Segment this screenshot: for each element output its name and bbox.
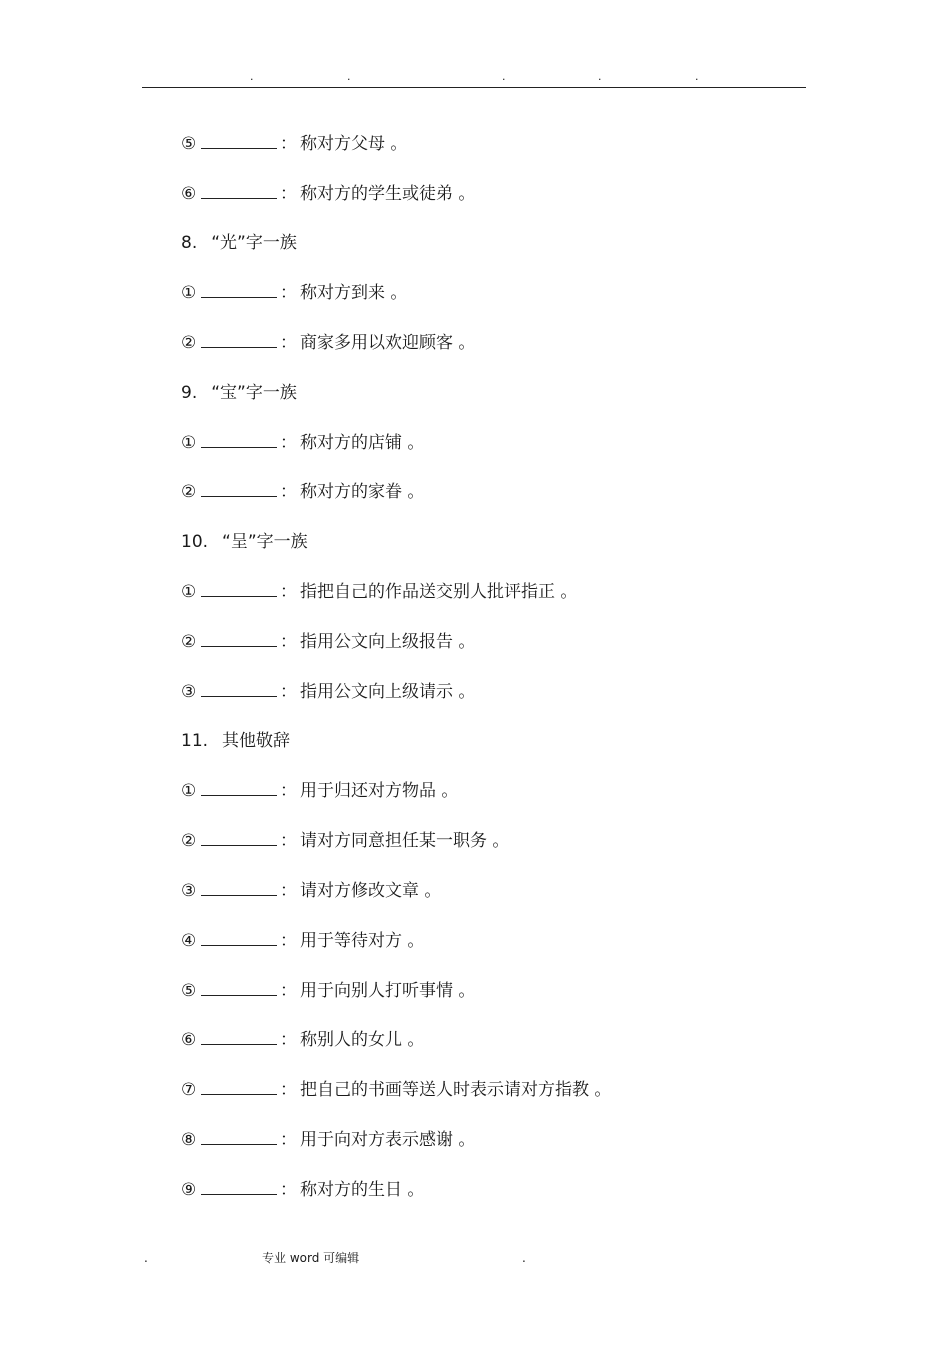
answer-blank[interactable] xyxy=(201,134,277,149)
fill-in-item xyxy=(181,980,475,1002)
item-colon: ： xyxy=(280,831,297,851)
fill-in-item xyxy=(181,681,475,703)
answer-blank[interactable] xyxy=(201,1030,277,1045)
answer-blank[interactable] xyxy=(201,781,277,796)
item-marker: ① xyxy=(181,283,197,303)
section-heading xyxy=(181,232,297,254)
item-colon: ： xyxy=(280,134,297,154)
header-dot: . xyxy=(502,70,506,83)
item-marker: ② xyxy=(181,333,197,353)
item-colon: ： xyxy=(280,881,297,901)
item-marker: ② xyxy=(181,482,197,502)
answer-blank[interactable] xyxy=(201,582,277,597)
item-definition: 把自己的书画等送人时表示请对方指教 。 xyxy=(300,1080,612,1100)
answer-blank[interactable] xyxy=(201,1180,277,1195)
item-definition: 请对方同意担任某一职务 。 xyxy=(300,831,510,851)
item-marker: ⑤ xyxy=(181,981,197,1001)
item-marker: ① xyxy=(181,582,197,602)
item-definition: 请对方修改文章 。 xyxy=(300,881,442,901)
item-colon: ： xyxy=(280,184,297,204)
section-heading xyxy=(181,730,290,752)
item-marker: ⑥ xyxy=(181,184,197,204)
item-colon: ： xyxy=(280,433,297,453)
item-marker: ⑧ xyxy=(181,1130,197,1150)
section-heading xyxy=(181,382,297,404)
answer-blank[interactable] xyxy=(201,482,277,497)
fill-in-item xyxy=(181,581,577,603)
section-number: 8. xyxy=(181,233,198,253)
footer-dot: . xyxy=(522,1251,526,1265)
fill-in-item xyxy=(181,332,475,354)
header-dot: . xyxy=(598,70,602,83)
item-definition: 指把自己的作品送交别人批评指正 。 xyxy=(300,582,578,602)
fill-in-item xyxy=(181,1079,611,1101)
fill-in-item xyxy=(181,481,424,503)
header-dot: . xyxy=(695,70,699,83)
answer-blank[interactable] xyxy=(201,831,277,846)
item-marker: ① xyxy=(181,433,197,453)
answer-blank[interactable] xyxy=(201,931,277,946)
item-definition: 称对方的家眷 。 xyxy=(300,482,425,502)
section-title: 其他敬辞 xyxy=(222,731,291,751)
fill-in-item xyxy=(181,930,424,952)
section-title: “光”字一族 xyxy=(211,233,297,253)
item-definition: 用于向对方表示感谢 。 xyxy=(300,1130,476,1150)
answer-blank[interactable] xyxy=(201,881,277,896)
answer-blank[interactable] xyxy=(201,184,277,199)
fill-in-item xyxy=(181,880,441,902)
item-colon: ： xyxy=(280,333,297,353)
item-marker: ② xyxy=(181,831,197,851)
footer-label: 专业 word 可编辑 xyxy=(262,1251,360,1265)
item-marker: ② xyxy=(181,632,197,652)
item-definition: 商家多用以欢迎顾客 。 xyxy=(300,333,476,353)
item-marker: ④ xyxy=(181,931,197,951)
section-heading xyxy=(181,531,308,553)
fill-in-item xyxy=(181,1029,424,1051)
item-definition: 称对方的生日 。 xyxy=(300,1180,425,1200)
header-dot: . xyxy=(250,70,254,83)
section-number: 11. xyxy=(181,731,209,751)
fill-in-item xyxy=(181,432,424,454)
item-colon: ： xyxy=(280,1130,297,1150)
fill-in-item xyxy=(181,830,509,852)
item-colon: ： xyxy=(280,482,297,502)
answer-blank[interactable] xyxy=(201,433,277,448)
section-number: 10. xyxy=(181,532,209,552)
fill-in-item xyxy=(181,780,458,802)
answer-blank[interactable] xyxy=(201,1080,277,1095)
answer-blank[interactable] xyxy=(201,333,277,348)
fill-in-item xyxy=(181,133,407,155)
item-colon: ： xyxy=(280,1080,297,1100)
footer-dot: . xyxy=(144,1251,148,1265)
fill-in-item xyxy=(181,631,475,653)
item-definition: 称对方的店铺 。 xyxy=(300,433,425,453)
item-colon: ： xyxy=(280,1030,297,1050)
item-marker: ⑨ xyxy=(181,1180,197,1200)
item-definition: 指用公文向上级请示 。 xyxy=(300,682,476,702)
answer-blank[interactable] xyxy=(201,632,277,647)
section-title: “呈”字一族 xyxy=(222,532,308,552)
item-marker: ③ xyxy=(181,881,197,901)
item-definition: 称别人的女儿 。 xyxy=(300,1030,425,1050)
answer-blank[interactable] xyxy=(201,981,277,996)
item-colon: ： xyxy=(280,1180,297,1200)
item-definition: 称对方的学生或徒弟 。 xyxy=(300,184,476,204)
item-colon: ： xyxy=(280,682,297,702)
item-colon: ： xyxy=(280,981,297,1001)
item-colon: ： xyxy=(280,632,297,652)
item-definition: 用于等待对方 。 xyxy=(300,931,425,951)
item-marker: ⑥ xyxy=(181,1030,197,1050)
item-definition: 称对方到来 。 xyxy=(300,283,408,303)
header-dot: . xyxy=(347,70,351,83)
fill-in-item xyxy=(181,282,407,304)
fill-in-item xyxy=(181,1179,424,1201)
item-marker: ⑤ xyxy=(181,134,197,154)
answer-blank[interactable] xyxy=(201,283,277,298)
item-definition: 指用公文向上级报告 。 xyxy=(300,632,476,652)
section-title: “宝”字一族 xyxy=(211,383,297,403)
item-colon: ： xyxy=(280,781,297,801)
answer-blank[interactable] xyxy=(201,682,277,697)
item-definition: 称对方父母 。 xyxy=(300,134,408,154)
item-marker: ⑦ xyxy=(181,1080,197,1100)
fill-in-item xyxy=(181,183,475,205)
answer-blank[interactable] xyxy=(201,1130,277,1145)
header-rule xyxy=(142,87,806,88)
item-marker: ③ xyxy=(181,682,197,702)
fill-in-item xyxy=(181,1129,475,1151)
item-marker: ① xyxy=(181,781,197,801)
section-number: 9. xyxy=(181,383,198,403)
item-definition: 用于向别人打听事情 。 xyxy=(300,981,476,1001)
item-definition: 用于归还对方物品 。 xyxy=(300,781,459,801)
item-colon: ： xyxy=(280,283,297,303)
item-colon: ： xyxy=(280,582,297,602)
item-colon: ： xyxy=(280,931,297,951)
